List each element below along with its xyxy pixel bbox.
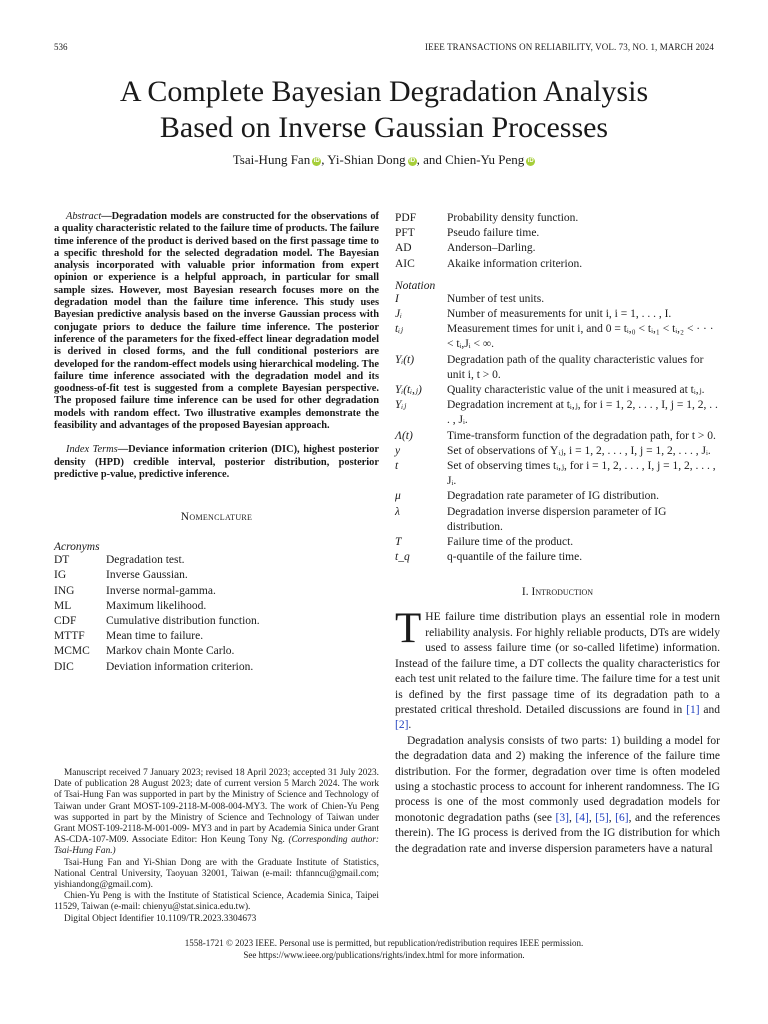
footnote-manuscript: Manuscript received 7 January 2023; revised 18 April 2023; accepted 31 July 2023. Date of publication 28 August 2023; date of current version 5 March 2024. The work of Tsai-Hung Fan was supported in part by the Ministry of Science and Technology of Taiwan under Grant MOST-109-2118-M-008-004-MY3. The work of Chien-Yu Peng was supported in part by the Ministry of Science and Technology of Taiwan under Grant MOST-109-2118-M-001-009- MY3 and in part by Academia Sinica under Grant AS-CDA-107-M09. Associate Editor: Hon Keung Tony Ng. — [54, 768, 379, 846]
abstract-lead: Abstract — [66, 211, 102, 222]
notation-heading: Notation — [395, 279, 436, 292]
acronym-table-continued — [395, 211, 720, 272]
acronym-row-definition: Degradation test. — [106, 554, 185, 567]
notation-row-definition: Set of observing times tᵢ,ⱼ, for i = 1, 2, . . . , I, j = 1, 2, . . . , Jᵢ. — [447, 460, 716, 488]
notation-row — [395, 459, 720, 489]
notation-row — [395, 353, 720, 383]
index-terms — [54, 444, 379, 481]
notation-row-term: y — [395, 444, 401, 457]
notation-row-definition: Degradation inverse dispersion parameter of IG distribution. — [447, 505, 667, 533]
citation-link[interactable]: [6] — [615, 811, 629, 824]
acronym-row — [395, 211, 720, 226]
acronym-row-definition: Akaike information criterion. — [447, 257, 583, 270]
acronym-row — [54, 568, 379, 583]
intro-paragraph-1 — [395, 605, 720, 733]
notation-row — [395, 535, 720, 550]
acronym-row-term: AD — [395, 242, 412, 255]
citation-link[interactable]: [4] — [575, 811, 589, 824]
notation-row-term: Yᵢⱼ — [395, 399, 407, 412]
acronym-row — [54, 660, 379, 675]
acronym-row-definition: Deviation information criterion. — [106, 660, 254, 673]
acronym-row-term: MCMC — [54, 645, 90, 658]
notation-row-definition: Set of observations of Yᵢⱼ, i = 1, 2, . . . , I, j = 1, 2, . . . , Jᵢ. — [447, 444, 711, 457]
acronym-table — [54, 553, 379, 675]
intro-text: , — [588, 811, 596, 824]
intro-text: HE failure time distribution plays an essential role in modern reliability analysis. For highly reliable products, DTs are widely used to assess failure time (or so-called lifetime) information. Instead of the failure time, a DT collects the quality characteristics for each test unit related to the failure time. The failure time for a test unit is defined by the first passage time of its degradation path to a prestated critical threshold. Detailed discussions are found in — [395, 611, 720, 716]
notation-row-term: μ — [395, 490, 401, 503]
left-column — [54, 211, 379, 675]
acronym-row-term: DT — [54, 554, 70, 567]
notation-row-term: Jᵢ — [395, 308, 402, 321]
acronym-row-term: IG — [54, 569, 67, 582]
acronyms-heading: Acronyms — [54, 541, 100, 554]
author-separator: , and — [416, 152, 446, 167]
notation-row-term: λ — [395, 505, 400, 518]
acronym-row — [54, 553, 379, 568]
title-line-1: A Complete Bayesian Degradation Analysis — [119, 75, 649, 108]
journal-header: IEEE TRANSACTIONS ON RELIABILITY, VOL. 73, NO. 1, MARCH 2024 — [425, 42, 714, 52]
author-1: Tsai-Hung Fan — [232, 152, 311, 167]
acronym-row-definition: Mean time to failure. — [106, 630, 204, 643]
notation-row-term: T — [395, 536, 402, 549]
author-2: Yi-Shian Dong — [327, 152, 406, 167]
notation-row — [395, 505, 720, 535]
notation-row-definition: Time-transform function of the degradation path, for t > 0. — [447, 429, 716, 442]
footnote-affiliation-1: Tsai-Hung Fan and Yi-Shian Dong are with the Graduate Institute of Statistics, National Central University, Taoyuan 32001, Taiwan (e-mail: thfanncu@gmail.com; yishiandong@gmail.com). — [54, 857, 379, 891]
notation-row-definition: Failure time of the product. — [447, 536, 574, 549]
notation-row — [395, 398, 720, 428]
intro-text: , — [608, 811, 616, 824]
footnote-affiliation-2: Chien-Yu Peng is with the Institute of Statistical Science, Academia Sinica, Taipei 11529, Taiwan (e-mail: chienyu@stat.sinica.edu.tw). — [54, 891, 379, 913]
author-list — [60, 152, 708, 168]
citation-link[interactable]: [2] — [395, 719, 409, 732]
citation-link[interactable]: [3] — [555, 811, 569, 824]
notation-row-term: Yᵢ(tᵢ,ⱼ) — [395, 384, 422, 397]
notation-row-definition: Measurement times for unit i, and 0 = tᵢ,₀ < tᵢ,₁ < tᵢ,₂ < · · · < tᵢ,Jᵢ < ∞. — [447, 323, 714, 351]
acronym-row-term: MTTF — [54, 630, 85, 643]
notation-row-term: I — [395, 292, 399, 305]
paper-title — [60, 74, 708, 146]
orcid-icon[interactable]: iD — [313, 158, 320, 164]
citation-link[interactable]: [5] — [595, 811, 609, 824]
notation-row — [395, 489, 720, 504]
acronym-row-definition: Probability density function. — [447, 212, 579, 224]
page-number: 536 — [54, 42, 68, 52]
intro-text: and — [699, 703, 720, 716]
orcid-icon[interactable]: iD — [409, 158, 416, 164]
acronym-row-definition: Inverse Gaussian. — [106, 569, 188, 582]
acronym-row — [395, 226, 720, 241]
notation-row — [395, 550, 720, 565]
acronym-row — [54, 629, 379, 644]
right-column — [395, 211, 720, 857]
drop-cap: T — [395, 605, 422, 653]
notation-row-definition: Number of measurements for unit i, i = 1, . . . , I. — [447, 308, 672, 321]
acronym-row-definition: Cumulative distribution function. — [106, 615, 260, 628]
notation-row-term: tᵢⱼ — [395, 323, 404, 336]
acronym-row-term: AIC — [395, 257, 415, 270]
notation-row — [395, 322, 720, 352]
notation-row-term: Yᵢ(t) — [395, 353, 415, 366]
acronym-row-definition: Inverse normal-gamma. — [106, 584, 216, 597]
acronym-row — [395, 257, 720, 272]
acronym-row-definition: Anderson–Darling. — [447, 242, 536, 255]
acronym-row — [54, 599, 379, 614]
title-line-2: Based on Inverse Gaussian Processes — [159, 111, 609, 144]
acronym-row — [54, 584, 379, 599]
acronym-row — [54, 614, 379, 629]
copyright-line-1: 1558-1721 © 2023 IEEE. Personal use is permitted, but republication/redistribution requires IEEE permission. — [184, 938, 584, 948]
intro-text: Degradation analysis consists of two parts: 1) building a model for the degradation data and 2) making the inference of the failure time distribution. For the former, degradation over time is often modeled using a stochastic process to account for inherent randomness. The IG process is one of the most commonly used degradation models for monotonic degradation paths (see — [395, 734, 720, 824]
notation-row-definition: q-quantile of the failure time. — [447, 551, 583, 564]
footnote-doi: Digital Object Identifier 10.1109/TR.2023.3304673 — [64, 913, 257, 924]
index-terms-text: —Deviance information criterion (DIC), highest posterior density (HPD) credible interval, posterior distribution, posterior predictive p-value, predictive inference. — [54, 444, 379, 480]
section-title-introduction: I. Introduction — [521, 586, 594, 599]
acronym-row — [395, 241, 720, 256]
author-separator: , — [321, 152, 328, 167]
author-3: Chien-Yu Peng — [445, 152, 525, 167]
notation-row — [395, 444, 720, 459]
copyright-notice — [0, 938, 768, 961]
notation-table — [395, 292, 720, 566]
notation-row-definition: Degradation rate parameter of IG distribution. — [447, 490, 660, 503]
acronym-row — [54, 644, 379, 659]
notation-row-term: t — [395, 460, 399, 473]
acronym-row-term: DIC — [54, 660, 74, 673]
acronym-row-definition: Markov chain Monte Carlo. — [106, 645, 235, 658]
introduction-body — [395, 605, 721, 857]
intro-text: . — [408, 719, 412, 732]
notation-row — [395, 429, 720, 444]
abstract — [54, 211, 379, 432]
notation-row-term: t_q — [395, 551, 410, 564]
abstract-text: —Degradation models are constructed for the observations of a quality characteristic related to the failure time of products. The failure time inference of the product is derived based on the first passage time to a specific threshold for the selected degradation model. The Bayesian analysis incorporated with valuable prior information from expert opinion or experience is a helpful approach, in particular for small sample sizes. However, most Bayesian research focuses more on the degradation model than the failure time inference. This study uses Bayesian predictive analysis based on the inverse Gaussian process with conjugate priors to deduce the failure time inference. The posterior inference of the parameters for the fixed-effect linear degradation model is derived in closed forms, and the full conditional posteriors are developed for the random-effect models using hierarchical modeling. The failure time inference associated with the degradation model and its goodness-of-fit test is suggested from a complete Bayesian perspective. The proposed failure time inference can be used for other degradation models with random effect. Two illustrative examples demonstrate the feasibility and advantages of the proposed Bayesian approach. — [54, 211, 379, 432]
intro-text: , and the references therein). The IG process is derived from the IG distribution for which the degradation rate and inverse dispersion parameters have a natural — [395, 811, 721, 855]
intro-paragraph-2 — [395, 734, 720, 857]
intro-text: , — [568, 811, 576, 824]
acronym-row-definition: Maximum likelihood. — [106, 599, 207, 612]
index-terms-lead: Index Terms — [66, 444, 118, 456]
notation-row — [395, 292, 720, 307]
notation-row-definition: Number of test units. — [447, 292, 545, 305]
citation-link[interactable]: [1] — [686, 703, 700, 716]
nomenclature-title: Nomenclature — [180, 511, 253, 524]
acronym-row-definition: Pseudo failure time. — [447, 227, 540, 240]
notation-row-definition: Degradation path of the quality characteristic values for unit i, t > 0. — [447, 353, 704, 381]
orcid-icon[interactable]: iD — [527, 158, 534, 164]
footnote — [54, 768, 379, 925]
notation-row-term: Λ(t) — [395, 429, 413, 442]
footnote-corresponding: (Corresponding author: Tsai-Hung Fan.) — [54, 835, 380, 857]
acronym-row-term: PFT — [395, 227, 415, 240]
notation-row — [395, 383, 720, 398]
notation-row-definition: Quality characteristic value of the unit i measured at tᵢ,ⱼ. — [447, 384, 705, 397]
notation-row — [395, 307, 720, 322]
acronym-row-term: PDF — [395, 212, 417, 224]
acronym-row-term: ML — [54, 599, 72, 612]
acronym-row-term: CDF — [54, 615, 77, 628]
acronym-row-term: ING — [54, 584, 75, 597]
copyright-line-2: See https://www.ieee.org/publications/rights/index.html for more information. — [243, 949, 525, 960]
notation-row-definition: Degradation increment at tᵢ,ⱼ, for i = 1, 2, . . . , I, j = 1, 2, . . . , Jᵢ. — [447, 399, 718, 427]
